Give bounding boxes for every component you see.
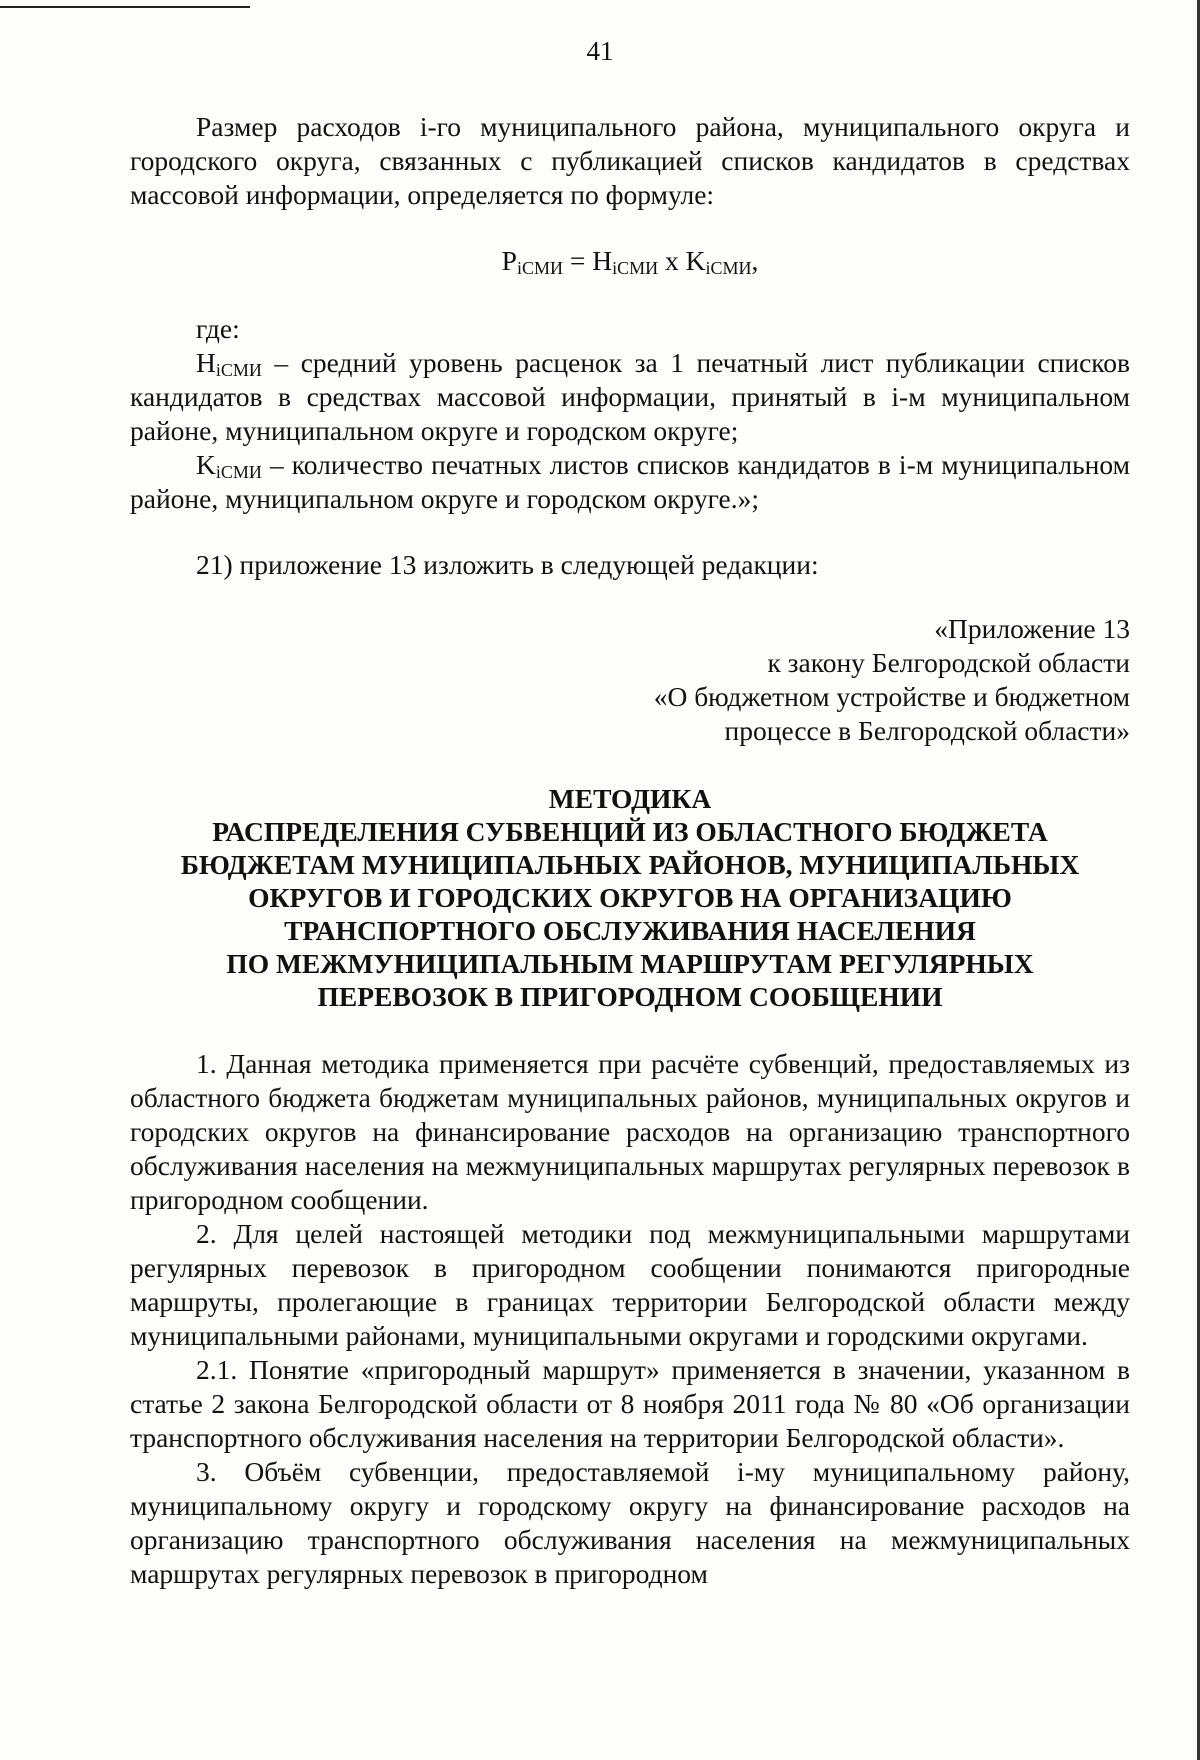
definition-k-symbol: K — [196, 449, 216, 480]
top-rule-line — [0, 6, 250, 8]
paragraph-3: 3. Объём субвенции, предоставляемой i-му муниципальному району, муниципальному округу и городскому округу на финансирование расходов на организацию транспортного обслуживания населения на межмуниципальных маршрутах регулярных перевозок в пригородном — [130, 1456, 1130, 1589]
definition-h-text: – средний уровень расценок за 1 печатный лист публикации списков кандидатов в средствах массовой информации, принятый в i-м муниципальном районе, муниципальном округе и городском округе; — [130, 347, 1130, 446]
item-21: 21) приложение 13 изложить в следующей редакции: — [196, 549, 819, 580]
intro-paragraph: Размер расходов i-го муниципального района, муниципального округа и городского округа, связанных с публикацией списков кандидатов в средствах массовой информации, определяется по формуле: — [130, 111, 1130, 210]
title-line-3: БЮДЖЕТАМ МУНИЦИПАЛЬНЫХ РАЙОНОВ, МУНИЦИПАЛЬНЫХ — [180, 849, 1080, 880]
title-line-5: ТРАНСПОРТНОГО ОБСЛУЖИВАНИЯ НАСЕЛЕНИЯ — [284, 915, 976, 946]
paragraph-1: 1. Данная методика применяется при расчёте субвенций, предоставляемых из областного бюджета бюджетам муниципальных районов, муниципальных округов и городских округов на финансирование расходов на организацию транспортного обслуживания населения на межмуниципальных маршрутах регулярных перевозок в пригородном сообщении. — [130, 1048, 1130, 1215]
title-line-4: ОКРУГОВ И ГОРОДСКИХ ОКРУГОВ НА ОРГАНИЗАЦИЮ — [248, 882, 1012, 913]
formula-lhs: P — [501, 245, 517, 276]
appendix-header — [130, 612, 1130, 748]
title-line-1: МЕТОДИКА — [548, 783, 712, 814]
where-label: где: — [196, 313, 240, 344]
title-line-7: ПЕРЕВОЗОК В ПРИГОРОДНОМ СООБЩЕНИИ — [317, 981, 943, 1012]
title-line-6: ПО МЕЖМУНИЦИПАЛЬНЫМ МАРШРУТАМ РЕГУЛЯРНЫХ — [226, 948, 1034, 979]
page-number: 41 — [586, 36, 614, 66]
definition-k-text: – количество печатных листов списков кандидатов в i-м муниципальном районе, муниципальном округе и городском округе.»; — [130, 449, 1130, 514]
appendix-line-4: процессе в Белгородской области» — [724, 715, 1130, 746]
document-body — [130, 110, 1130, 1591]
formula-equals: = H — [562, 245, 613, 276]
appendix-line-3: «О бюджетном устройстве и бюджетном — [653, 681, 1130, 712]
formula-tail: , — [751, 245, 759, 276]
formula — [130, 244, 1130, 278]
definition-k — [130, 448, 1130, 516]
formula-rhs-subscript: iСМИ — [705, 258, 752, 278]
methodology-title — [130, 782, 1130, 1013]
definition-h — [130, 346, 1130, 448]
paragraph-2: 2. Для целей настоящей методики под межмуниципальными маршрутами регулярных перевозок в пригородном сообщении понимаются пригородные маршруты, пролегающие в границах территории Белгородской области между муниципальными районами, муниципальными округами и городскими округами. — [130, 1218, 1130, 1351]
appendix-line-2: к закону Белгородской области — [767, 647, 1130, 678]
definition-k-subscript: iСМИ — [215, 462, 262, 482]
formula-mid-subscript: iСМИ — [612, 258, 659, 278]
definition-h-subscript: iСМИ — [215, 360, 262, 380]
formula-multiply: x K — [658, 245, 706, 276]
title-line-2: РАСПРЕДЕЛЕНИЯ СУБВЕНЦИЙ ИЗ ОБЛАСТНОГО БЮДЖЕТА — [212, 816, 1048, 847]
paragraph-2-1: 2.1. Понятие «пригородный маршрут» применяется в значении, указанном в статье 2 закона Белгородской области от 8 ноября 2011 года № 80 «Об организации транспортного обслуживания населения на территории Белгородской области». — [130, 1354, 1130, 1453]
appendix-line-1: «Приложение 13 — [934, 613, 1130, 644]
definition-h-symbol: H — [196, 347, 216, 378]
formula-lhs-subscript: iСМИ — [516, 258, 563, 278]
